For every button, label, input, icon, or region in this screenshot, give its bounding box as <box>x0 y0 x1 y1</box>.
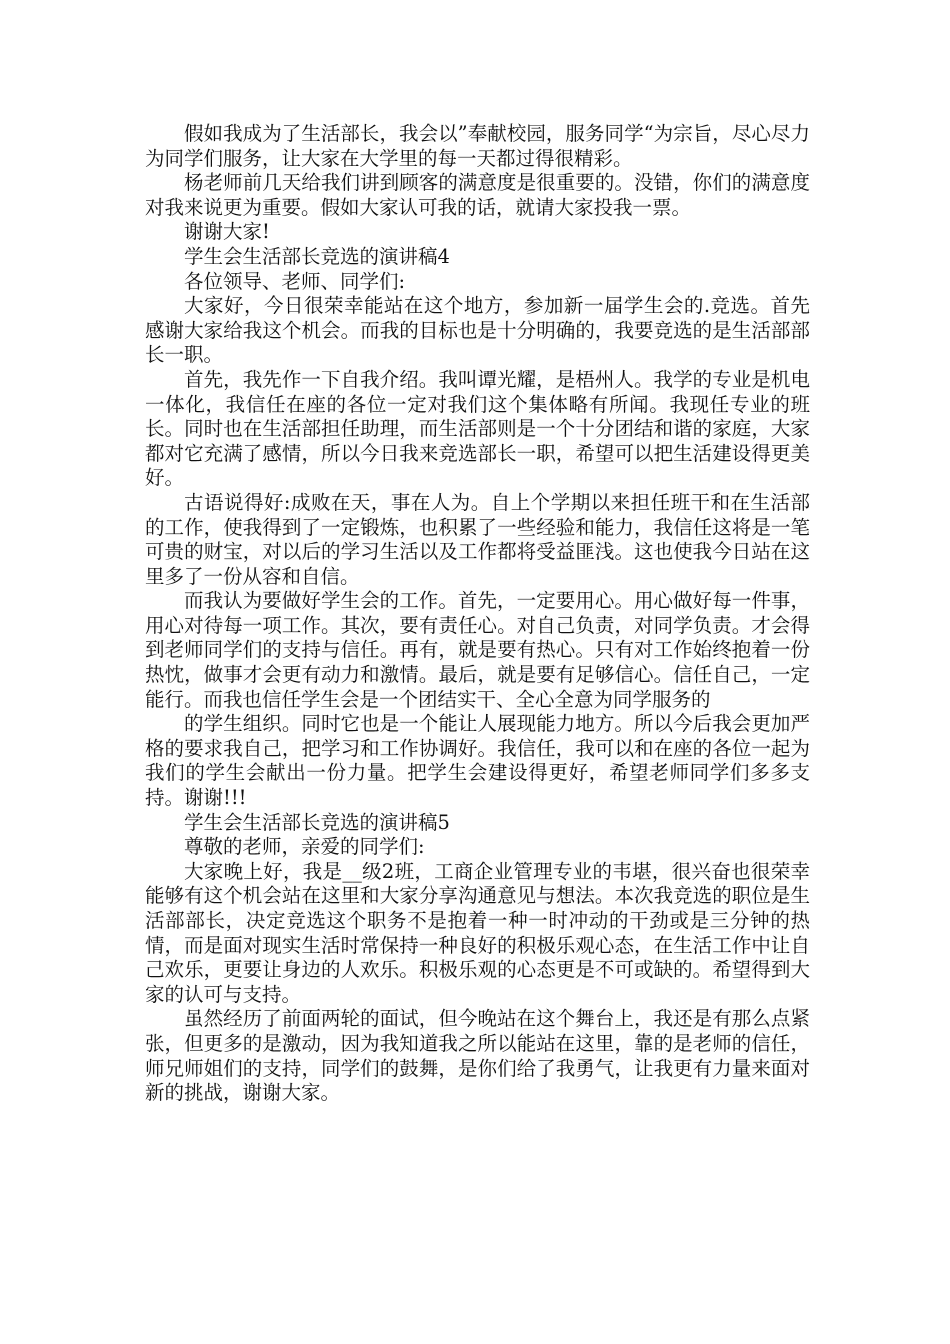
section-heading: 学生会生活部长竞选的演讲稿5 <box>184 810 450 834</box>
paragraph: 杨老师前几天给我们讲到顾客的满意度是很重要的。没错，你们的满意度对我来说更为重要。假如大家认可我的话，就请大家投我一票。 <box>145 171 810 219</box>
salutation: 尊敬的老师，亲爱的同学们: <box>184 835 425 859</box>
paragraph: 的学生组织。同时它也是一个能让人展现能力地方。所以今后我会更加严格的要求我自己，把学习和工作协调好。我信任，我可以和在座的各位一起为我们的学生会献出一份力量。把学生会建设得更好，希望老师同学们多多支持。谢谢!!! <box>145 712 810 810</box>
paragraph: 大家好，今日很荣幸能站在这个地方，参加新一届学生会的.竞选。首先感谢大家给我这个机会。而我的目标也是十分明确的，我要竞选的是生活部部长一职。 <box>145 294 810 367</box>
section-heading: 学生会生活部长竞选的演讲稿4 <box>184 244 450 268</box>
paragraph: 首先，我先作一下自我介绍。我叫谭光耀，是梧州人。我学的专业是机电一体化，我信任在座的各位一定对我们这个集体略有所闻。我现任专业的班长。同时也在生活部担任助理，而生活部则是一个十分团结和谐的家庭，大家都对它充满了感情，所以今日我来竞选部长一职，希望可以把生活建设得更美好。 <box>145 367 810 490</box>
paragraph: 古语说得好:成败在天，事在人为。自上个学期以来担任班干和在生活部的工作，使我得到了一定锻炼，也积累了一些经验和能力，我信任这将是一笔可贵的财宝，对以后的学习生活以及工作都将受益匪浅。这也使我今日站在这里多了一份从容和自信。 <box>145 490 810 588</box>
paragraph: 大家晚上好，我是__级2班，工商企业管理专业的韦堪，很兴奋也很荣幸能够有这个机会站在这里和大家分享沟通意见与想法。本次我竞选的职位是生活部部长，决定竞选这个职务不是抱着一种一时冲动的干劲或是三分钟的热情，而是面对现实生活时常保持一种良好的积极乐观心态，在生活工作中让自己欢乐，更要让身边的人欢乐。积极乐观的心态更是不可或缺的。希望得到大家的认可与支持。 <box>145 859 810 1006</box>
document-body <box>145 122 810 1106</box>
salutation: 各位领导、老师、同学们: <box>184 269 406 293</box>
paragraph: 而我认为要做好学生会的工作。首先，一定要用心。用心做好每一件事，用心对待每一项工作。其次，要有责任心。对自己负责，对同学负责。才会得到老师同学们的支持与信任。再有，就是要有热心。只有对工作始终抱着一份热忱，做事才会更有动力和激情。最后，就是要有足够信心。信任自己，一定能行。而我也信任学生会是一个团结实干、全心全意为同学服务的 <box>145 589 810 711</box>
paragraph: 假如我成为了生活部长，我会以”奉献校园，服务同学“为宗旨，尽心尽力为同学们服务，让大家在大学里的每一天都过得很精彩。 <box>145 122 810 170</box>
paragraph: 虽然经历了前面两轮的面试，但今晚站在这个舞台上，我还是有那么点紧张，但更多的是激动，因为我知道我之所以能站在这里，靠的是老师的信任，师兄师姐们的支持，同学们的鼓舞，是你们给了我勇气，让我更有力量来面对新的挑战，谢谢大家。 <box>145 1007 810 1105</box>
paragraph: 谢谢大家! <box>184 220 270 244</box>
